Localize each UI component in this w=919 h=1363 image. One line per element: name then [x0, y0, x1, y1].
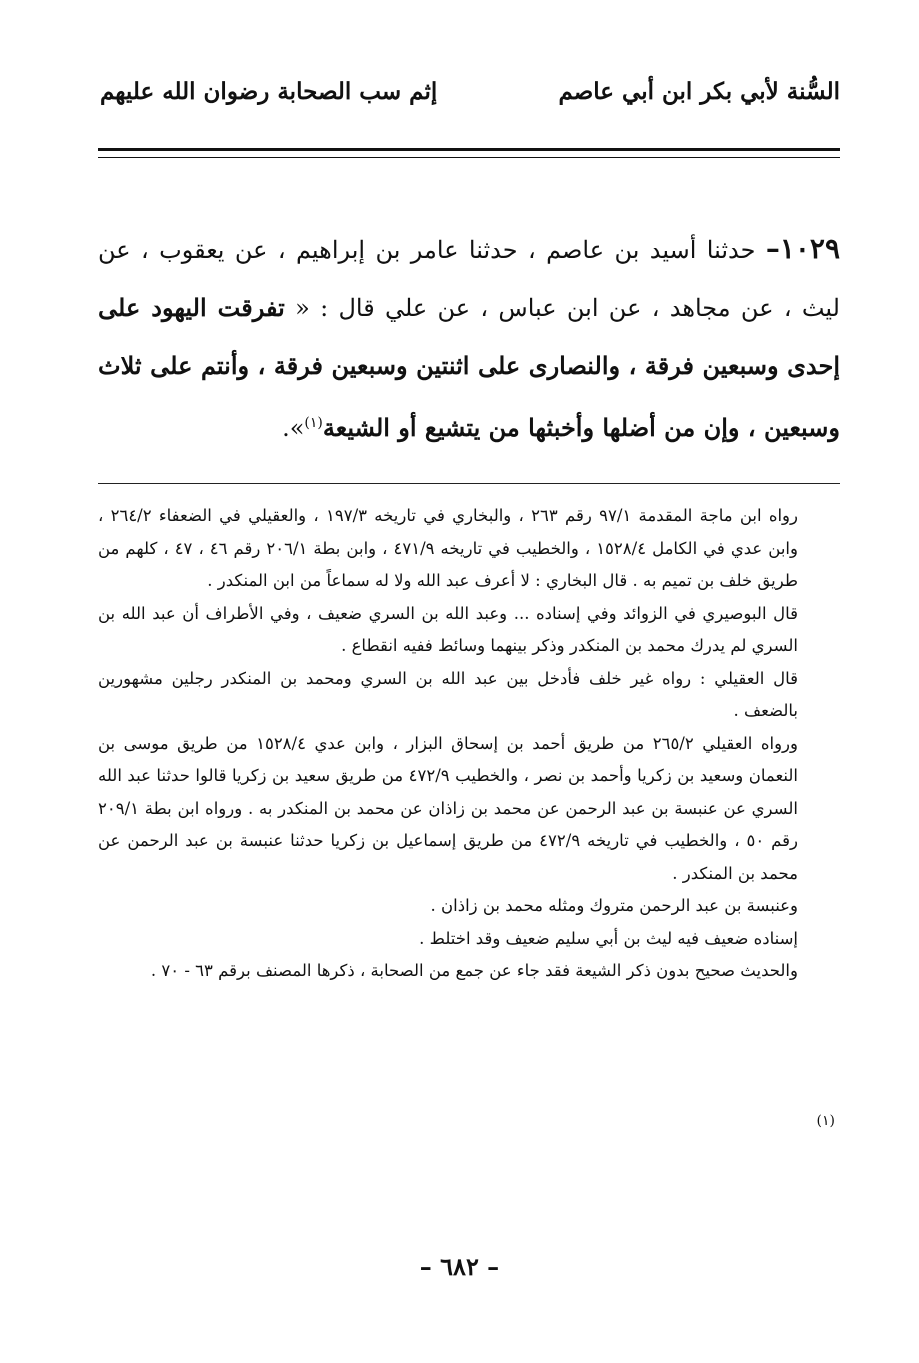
running-header	[100, 78, 840, 122]
footnote-paragraph: قال العقيلي : رواه غير خلف فأدخل بين عبد الله بن السري ومحمد بن المنكدر رجلين مشهورين بالضعف .	[98, 668, 798, 720]
footnote-ref: (١)	[304, 415, 323, 431]
header-rule-thick	[98, 148, 840, 151]
footnote-marker: (١)	[816, 1113, 835, 1129]
footnote-paragraph: قال البوصيري في الزوائد وفي إسناده ... وعبد الله بن السري ضعيف ، وفي الأطراف أن عبد الله بن السري لم يدرك محمد بن المنكدر وذكر بينهما وسائط ففيه انقطاع .	[98, 603, 798, 655]
footnote-paragraph: والحديث صحيح بدون ذكر الشيعة فقد جاء عن جمع من الصحابة ، ذكرها المصنف برقم ٦٣ - ٧٠ .	[150, 961, 798, 980]
hadith-dash: –	[765, 232, 780, 265]
hadith-number: ١٠٢٩	[779, 232, 840, 265]
hadith-isnad: حدثنا أسيد بن عاصم ، حدثنا عامر بن إبراهيم ، عن يعقوب ، عن ليث ، عن مجاهد ، عن ابن عباس ، عن علي قال :	[98, 236, 840, 322]
close-quote: ».	[282, 414, 305, 442]
page-number: – ٦٨٢ –	[419, 1252, 500, 1281]
footnote-paragraph: رواه ابن ماجة المقدمة ٩٧/١ رقم ٢٦٣ ، والبخاري في تاريخه ١٩٧/٣ ، والعقيلي في الضعفاء ٢٦٤/٢ ، وابن عدي في الكامل ١٥٢٨/٤ ، والخطيب في تاريخه ٤٧١/٩ ، وابن بطة ٢٠٦/١ رقم ٤٦ ، ٤٧ ، كلهم من طريق خلف بن تميم به . قال البخاري : لا أعرف عبد الله ولا له سماعاً من ابن المنكدر .	[98, 506, 798, 590]
footnote-paragraph: ورواه العقيلي ٢٦٥/٢ من طريق أحمد بن إسحاق البزار ، وابن عدي ١٥٢٨/٤ من طريق موسى بن النعمان وسعيد بن زكريا وأحمد بن نصر ، والخطيب ٤٧٢/٩ من طريق سعيد بن زكريا قالوا حدثنا عبد الله السري عن عنبسة بن عبد الرحمن عن محمد بن زاذان عن محمد بن المنكدر به . ورواه ابن بطة ٢٠٩/١ رقم ٥٠ ، والخطيب في تاريخه ٤٧٢/٩ من طريق إسماعيل بن زكريا حدثنا عنبسة بن عبد الرحمن عن محمد بن المنكدر .	[98, 733, 798, 883]
footnotes	[98, 500, 798, 988]
hadith-text	[98, 220, 840, 457]
book-title: السُّنة لأبي بكر ابن أبي عاصم	[558, 78, 840, 105]
open-quote: «	[295, 294, 310, 322]
footnote-paragraph: وعنبسة بن عبد الرحمن متروك ومثله محمد بن زاذان .	[430, 896, 798, 915]
footnote-paragraph: إسناده ضعيف فيه ليث بن أبي سليم ضعيف وقد اختلط .	[419, 928, 798, 948]
chapter-title: إثم سب الصحابة رضوان الله عليهم	[100, 78, 438, 105]
hadith-matn: تفرقت اليهود على إحدى وسبعين فرقة ، والنصارى على اثنتين وسبعين فرقة ، وأنتم على ثلاث وسبعين ، وإن من أضلها وأخبثها من يتشيع أو الشيعة	[98, 293, 840, 442]
footnote-separator	[98, 483, 840, 484]
header-rule-thin	[98, 157, 840, 158]
